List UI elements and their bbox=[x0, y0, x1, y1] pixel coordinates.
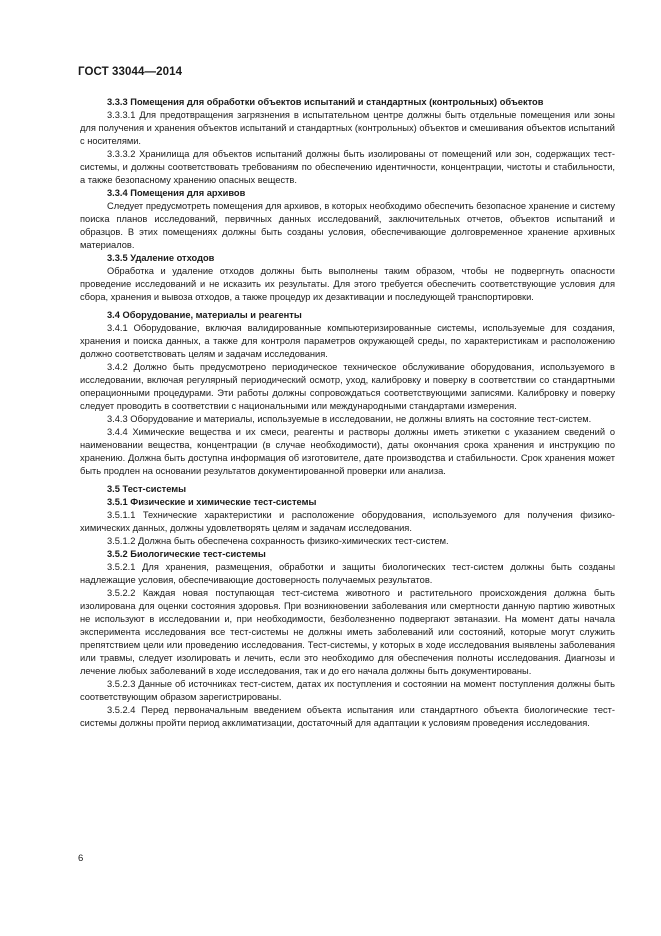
paragraph: Обработка и удаление отходов должны быть выполнены таким образом, чтобы не подвергнуть опасности проведение исследований и не исказить их результаты. Для этого требуется обеспечить соответствующие условия для сбора, хранения и вывоза отходов, а также процедур их дезактивации и последующей транспортировки. bbox=[80, 266, 615, 302]
section-heading: 3.5.1 Физические и химические тест-системы bbox=[107, 497, 317, 507]
section-heading: 3.3.5 Удаление отходов bbox=[107, 253, 215, 263]
page-number: 6 bbox=[78, 853, 84, 864]
section-heading: 3.5 Тест-системы bbox=[107, 484, 187, 494]
section-heading: 3.3.3 Помещения для обработки объектов испытаний и стандартных (контрольных) объектов bbox=[107, 97, 544, 107]
paragraph: 3.5.2.1 Для хранения, размещения, обработки и защиты биологических тест-систем должны быть созданы надлежащие условия, обеспечивающие достоверность получаемых результатов. bbox=[80, 562, 615, 585]
paragraph: 3.5.1.1 Технические характеристики и расположение оборудования, используемого для получения физико-химических данных, должны удовлетворять целям и задачам исследования. bbox=[80, 510, 615, 533]
paragraph: 3.5.1.2 Должна быть обеспечена сохранность физико-химических тест-систем. bbox=[107, 536, 449, 546]
paragraph: 3.4.3 Оборудование и материалы, используемые в исследовании, не должны влиять на состояние тест-систем. bbox=[107, 414, 592, 424]
paragraph: 3.5.2.2 Каждая новая поступающая тест-система животного и растительного происхождения должна быть изолирована для оценки состояния здоровья. При возникновении заболевания или смертности данную партию животных не используют в исследовании и, при необходимости, безболезненно подвергают эвтаназии. На момент даты начала эксперимента исследования все тест-системы не должны иметь заболеваний или состояний, которые могут служить препятствием цели или проведению исследования. Тест-системы, у которых в ходе исследования выявлены заболевания или травмы, следует изолировать и лечить, если это необходимо для обеспечения полноты исследования. Диагнозы и лечение любых заболеваний в ходе исследования, так и до его начала должны быть документированы. bbox=[80, 588, 615, 676]
document-body bbox=[80, 96, 615, 730]
section-heading: 3.5.2 Биологические тест-системы bbox=[107, 549, 266, 559]
section-heading: 3.4 Оборудование, материалы и реагенты bbox=[107, 310, 302, 320]
paragraph: 3.4.2 Должно быть предусмотрено периодическое техническое обслуживание оборудования, используемого в исследовании, включая регулярный периодический осмотр, уход, калибровку и поверку в соответствии со стандартными операционными процедурами. Эти работы должны сопровождаться соответствующими записями. Калибровку и поверку следует проводить в соответствии с национальными или международными стандартами измерения. bbox=[80, 362, 615, 411]
paragraph: 3.3.3.1 Для предотвращения загрязнения в испытательном центре должны быть отдельные помещения или зоны для получения и хранения объектов испытаний и стандартных (контрольных) объектов и смешивания объектов испытаний с носителями. bbox=[80, 110, 615, 146]
document-header: ГОСТ 33044—2014 bbox=[78, 66, 183, 78]
section-heading: 3.3.4 Помещения для архивов bbox=[107, 188, 246, 198]
paragraph: 3.5.2.4 Перед первоначальным введением объекта испытания или стандартного объекта биологические тест-системы должны пройти период акклиматизации, достаточный для адаптации к условиям проведения исследования. bbox=[80, 705, 615, 728]
paragraph: 3.3.3.2 Хранилища для объектов испытаний должны быть изолированы от помещений или зон, содержащих тест-системы, и должны соответствовать требованиям по обеспечению идентичности, концентрации, чистоты и стабильности, а также безопасному хранению опасных веществ. bbox=[80, 149, 615, 185]
paragraph: 3.5.2.3 Данные об источниках тест-систем, датах их поступления и состоянии на момент поступления должны быть соответствующим образом зарегистрированы. bbox=[80, 679, 615, 702]
paragraph: Следует предусмотреть помещения для архивов, в которых необходимо обеспечить безопасное хранение и систему поиска планов исследований, первичных данных исследований, заключительных отчетов, объектов испытаний и образцов. В этих помещениях должны быть созданы условия, обеспечивающие долговременное хранение архивных материалов. bbox=[80, 201, 615, 250]
paragraph: 3.4.4 Химические вещества и их смеси, реагенты и растворы должны иметь этикетки с указанием сведений о наименовании вещества, концентрации (в случае необходимости), даты окончания срока хранения и инструкцию по хранению. Должна быть доступна информация об изготовителе, дате производства и стабильности. Срок хранения может быть продлен на основании результатов документированной проверки или анализа. bbox=[80, 427, 615, 476]
paragraph: 3.4.1 Оборудование, включая валидированные компьютеризированные системы, используемые для создания, хранения и поиска данных, а также для контроля параметров окружающей среды, по характеристикам и расположению должно соответствовать целям и задачам исследования. bbox=[80, 323, 615, 359]
